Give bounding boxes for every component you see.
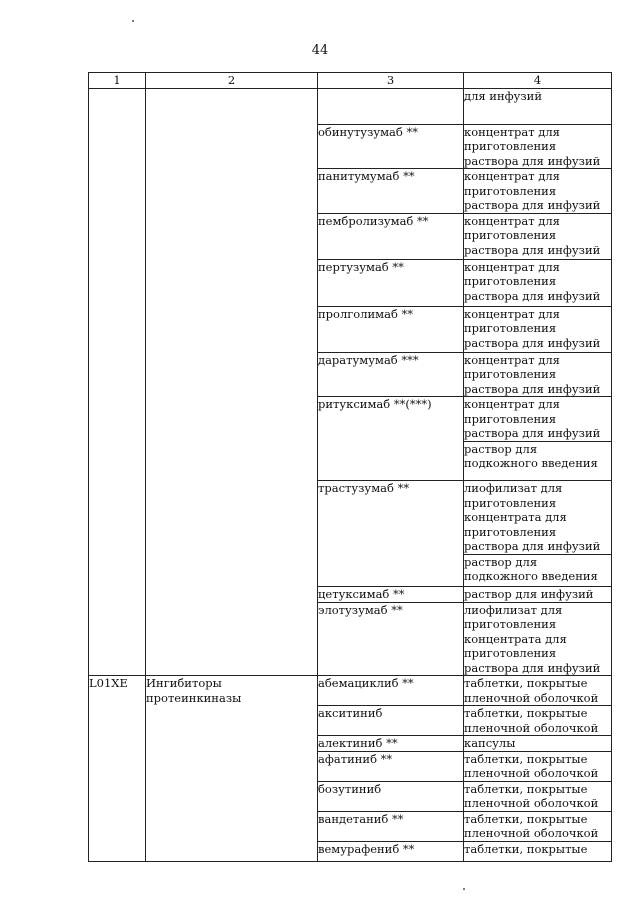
dosage-form: концентрат для приготовления раствора для инфузий bbox=[464, 124, 601, 168]
dosage-form-cell bbox=[464, 259, 612, 306]
group-name-cell: Ингибиторы протеинкиназы bbox=[146, 676, 318, 862]
dosage-form: раствор для инфузий bbox=[464, 587, 594, 601]
drug-name-cell: панитумумаб ** bbox=[318, 169, 464, 214]
table-row bbox=[89, 676, 612, 706]
drug-name-cell: бозутиниб bbox=[318, 781, 464, 811]
dosage-form-cell bbox=[464, 306, 612, 352]
dosage-form: таблетки, покрытые пленочной оболочкой bbox=[464, 811, 599, 840]
dosage-form: концентрат для приготовления раствора для инфузий bbox=[464, 213, 601, 257]
dosage-form: раствор для подкожного введения bbox=[464, 441, 611, 471]
drug-name-cell: ритуксимаб **(***) bbox=[318, 397, 464, 481]
dosage-form-cell bbox=[464, 706, 612, 736]
dosage-form-cell bbox=[464, 736, 612, 752]
drug-name-cell: абемациклиб ** bbox=[318, 676, 464, 706]
table-header-row bbox=[89, 73, 612, 89]
drug-name-cell bbox=[318, 88, 464, 124]
atc-code-cell bbox=[89, 88, 146, 676]
dosage-form: таблетки, покрытые bbox=[464, 841, 588, 856]
dosage-form: таблетки, покрытые пленочной оболочкой bbox=[464, 751, 599, 780]
drug-name-cell: цетуксимаб ** bbox=[318, 587, 464, 603]
drug-name-cell: даратумумаб *** bbox=[318, 352, 464, 397]
drug-name-cell: афатиниб ** bbox=[318, 751, 464, 781]
drug-name-cell: элотузумаб ** bbox=[318, 602, 464, 676]
header-col-3: 3 bbox=[318, 73, 464, 89]
dosage-form: концентрат для приготовления раствора для инфузий bbox=[464, 352, 601, 396]
dosage-form: концентрат для приготовления раствора для инфузий bbox=[464, 397, 601, 440]
dosage-form: концентрат для приготовления раствора для инфузий bbox=[464, 169, 601, 212]
drug-table bbox=[88, 72, 612, 862]
dosage-form-cell bbox=[464, 213, 612, 259]
dosage-form: концентрат для приготовления раствора для инфузий bbox=[464, 259, 601, 303]
dosage-form-cell bbox=[464, 751, 612, 781]
dosage-form-cell bbox=[464, 397, 612, 481]
dosage-form: таблетки, покрытые пленочной оболочкой bbox=[464, 706, 599, 735]
dosage-form: концентрат для приготовления раствора для инфузий bbox=[464, 306, 601, 350]
dosage-form-cell bbox=[464, 841, 612, 861]
dosage-form: лиофилизат для приготовления концентрата для приготовления раствора для инфузий bbox=[464, 481, 601, 553]
header-col-1: 1 bbox=[89, 73, 146, 89]
dosage-form: лиофилизат для приготовления концентрата для приготовления раствора для инфузий bbox=[464, 602, 601, 675]
drug-name-cell: пембролизумаб ** bbox=[318, 213, 464, 259]
dosage-form-cell bbox=[464, 124, 612, 169]
dosage-form: таблетки, покрытые пленочной оболочкой bbox=[464, 676, 599, 705]
dosage-form: капсулы bbox=[464, 736, 516, 750]
dosage-form-cell bbox=[464, 587, 612, 603]
drug-name-cell: пертузумаб ** bbox=[318, 259, 464, 306]
dosage-form-cell bbox=[464, 352, 612, 397]
dosage-form-cell bbox=[464, 481, 612, 587]
dosage-form-cell bbox=[464, 781, 612, 811]
header-col-4: 4 bbox=[464, 73, 612, 89]
dosage-form-cell bbox=[464, 676, 612, 706]
table-row bbox=[89, 88, 612, 124]
atc-code-cell: L01XE bbox=[89, 676, 146, 862]
drug-name-cell: вемурафениб ** bbox=[318, 841, 464, 861]
drug-name-cell: акситиниб bbox=[318, 706, 464, 736]
drug-name-cell: трастузумаб ** bbox=[318, 481, 464, 587]
scan-speck bbox=[132, 20, 134, 22]
scan-speck bbox=[463, 888, 465, 890]
page-number: 44 bbox=[311, 43, 329, 58]
dosage-form: таблетки, покрытые пленочной оболочкой bbox=[464, 781, 599, 810]
dosage-form-cell bbox=[464, 88, 612, 124]
dosage-form-cell bbox=[464, 811, 612, 841]
dosage-form-cell bbox=[464, 602, 612, 676]
header-col-2: 2 bbox=[146, 73, 318, 89]
dosage-form: для инфузий bbox=[464, 88, 542, 103]
drug-name-cell: обинутузумаб ** bbox=[318, 124, 464, 169]
drug-name-cell: пролголимаб ** bbox=[318, 306, 464, 352]
drug-name-cell: алектиниб ** bbox=[318, 736, 464, 752]
dosage-form: раствор для подкожного введения bbox=[464, 554, 611, 584]
drug-name-cell: вандетаниб ** bbox=[318, 811, 464, 841]
group-name-cell bbox=[146, 88, 318, 676]
dosage-form-cell bbox=[464, 169, 612, 214]
